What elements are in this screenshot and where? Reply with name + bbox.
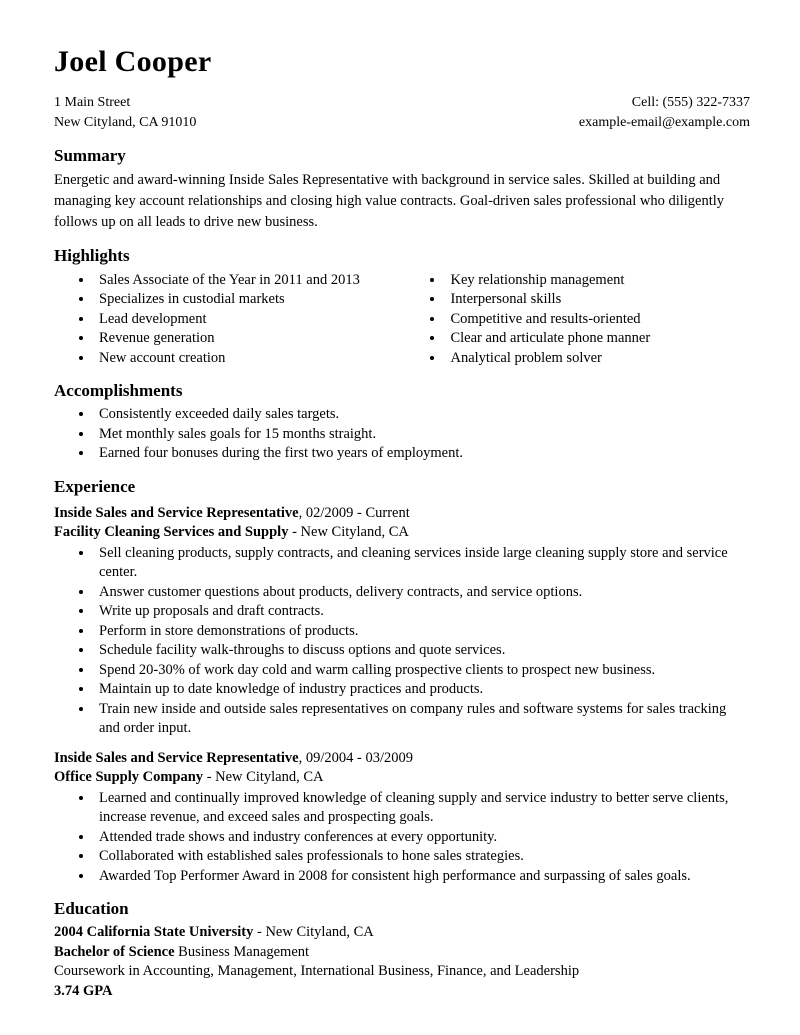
highlights-list-left [54, 271, 405, 369]
highlights-list-right [405, 271, 750, 369]
job-duty: • Awarded Top Performer Award in 2008 for consistent high performance and surpassing of sales goals. [94, 867, 750, 887]
job-company: Office Supply Company [54, 769, 204, 785]
highlight-item: • Key relationship management [445, 271, 750, 291]
highlight-item: • Specializes in custodial markets [94, 290, 405, 310]
job-title: Inside Sales and Service Representative [54, 749, 299, 766]
accomplishment-item: • Earned four bonuses during the first two years of employment. [94, 444, 750, 464]
contact-details [579, 93, 750, 133]
job-title-line [54, 504, 750, 524]
job-duty: • Answer customer questions about products, delivery contracts, and service options. [94, 583, 750, 603]
job-dates: , 09/2004 - 03/2009 [298, 749, 414, 766]
education-school-location: - New Cityland, CA [253, 924, 374, 940]
accomplishments-heading: Accomplishments [54, 381, 183, 400]
job-duty: • Sell cleaning products, supply contracts, and cleaning services inside large cleaning supply store and service center. [94, 544, 750, 583]
summary-heading: Summary [54, 145, 126, 165]
accomplishments-list [54, 405, 750, 464]
education-gpa: 3.74 GPA [54, 982, 113, 999]
job-location: - New Cityland, CA [203, 769, 324, 785]
address-city: New Cityland, CA 91010 [54, 114, 197, 130]
candidate-name: Joel Cooper [54, 45, 212, 78]
job-company-line [54, 523, 750, 543]
accomplishment-item: • Consistently exceeded daily sales targets. [94, 405, 750, 425]
email-address: example-email@example.com [578, 114, 750, 130]
job-duty: • Perform in store demonstrations of products. [94, 622, 750, 642]
highlight-item: • Competitive and results-oriented [445, 310, 750, 330]
job-company-line [54, 768, 750, 788]
highlight-item: • Clear and articulate phone manner [445, 329, 750, 349]
job-duties-list [54, 789, 750, 887]
job-duty: • Collaborated with established sales professionals to hone sales strategies. [94, 847, 750, 867]
contact-info [54, 93, 750, 133]
education-degree: Bachelor of Science [54, 943, 175, 960]
highlight-item: • Interpersonal skills [445, 290, 750, 310]
job-duty: • Attended trade shows and industry conferences at every opportunity. [94, 828, 750, 848]
job-title: Inside Sales and Service Representative [54, 504, 299, 521]
education-degree-field: Business Management [174, 943, 310, 960]
job-duty: • Learned and continually improved knowledge of cleaning supply and service industry to better serve clients, increase revenue, and exceed sales and prospecting goals. [94, 789, 750, 828]
job-duties-list [54, 544, 750, 739]
job-duty: • Train new inside and outside sales representatives on company rules and software systems for sales tracking and order input. [94, 700, 750, 739]
job-duty: • Write up proposals and draft contracts. [94, 602, 750, 622]
job-duty: • Spend 20-30% of work day cold and warm calling prospective clients to prospect new business. [94, 661, 750, 681]
education-degree-line [54, 943, 750, 963]
job-entry [54, 504, 750, 739]
job-location: - New Cityland, CA [288, 524, 409, 540]
address-street: 1 Main Street [54, 94, 131, 110]
experience-section [54, 477, 750, 887]
phone-number: Cell: (555) 322-7337 [631, 94, 750, 110]
experience-heading: Experience [54, 476, 136, 496]
education-school: 2004 California State University [54, 924, 254, 940]
highlights-section [54, 246, 750, 369]
highlights-columns [54, 270, 750, 369]
education-heading: Education [54, 899, 129, 918]
summary-text: Energetic and award-winning Inside Sales Representative with background in service sales. Skilled at building and managing key account relationships and closing high value contracts. Goal-driven sales professional who diligently follows up on all leads to drive new business. [54, 171, 725, 230]
education-school-line [54, 923, 750, 943]
job-company: Facility Cleaning Services and Supply [54, 524, 289, 540]
highlight-item: • Sales Associate of the Year in 2011 and 2013 [94, 271, 405, 291]
accomplishment-item: • Met monthly sales goals for 15 months straight. [94, 425, 750, 445]
summary-section [54, 146, 750, 233]
education-section [54, 899, 750, 1001]
contact-address [54, 93, 196, 133]
highlight-item: • Revenue generation [94, 329, 405, 349]
highlights-heading: Highlights [54, 245, 130, 265]
highlight-item: • Lead development [94, 310, 405, 330]
education-coursework: Coursework in Accounting, Management, International Business, Finance, and Leadership [54, 963, 580, 979]
job-duty: • Schedule facility walk-throughs to discuss options and quote services. [94, 641, 750, 661]
highlight-item: • New account creation [94, 349, 405, 369]
job-entry [54, 749, 750, 887]
job-dates: , 02/2009 - Current [298, 504, 410, 521]
highlight-item: • Analytical problem solver [445, 349, 750, 369]
job-title-line [54, 749, 750, 769]
accomplishments-section [54, 381, 750, 464]
job-duty: • Maintain up to date knowledge of industry practices and products. [94, 680, 750, 700]
